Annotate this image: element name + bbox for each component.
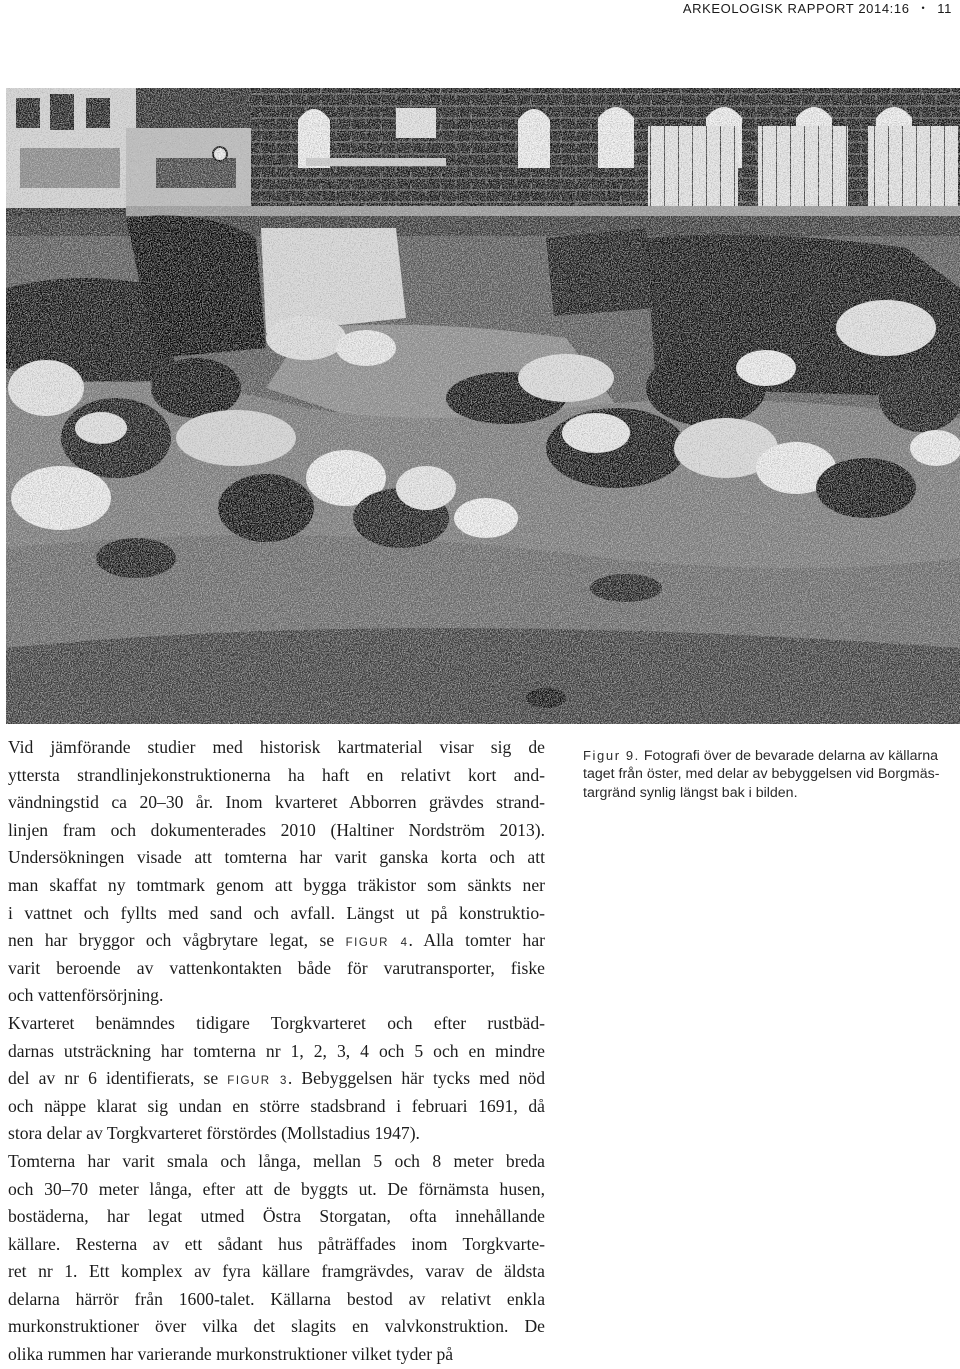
running-header <box>683 0 952 16</box>
text-segment: . Bebyggelsen här tycks med nöd <box>287 1068 545 1089</box>
body-text <box>8 734 545 1369</box>
text-line: olika rummen har varierande murkonstruktioner vilket tyder på <box>8 1344 454 1365</box>
paragraph-3 <box>8 1148 545 1369</box>
page-number: 11 <box>937 0 952 16</box>
caption-label: Figur 9. <box>583 748 640 763</box>
header-bullet: • <box>921 3 926 13</box>
text-line: och 30–70 meter långa, efter att de byggts ut. De förnämsta husen, <box>8 1178 545 1199</box>
figure-reference: FIGUR 4 <box>345 937 409 950</box>
text-line <box>8 927 545 955</box>
text-line: bostäderna, har legat utmed Östra Storgatan, ofta innehållande <box>8 1206 545 1227</box>
text-line: Tomterna har varit smala och långa, mellan 5 och 8 meter breda <box>8 1150 545 1171</box>
text-line: varit beroende av vattenkontakten både för varutransporter, fiske <box>8 957 545 978</box>
figure-caption <box>583 746 955 804</box>
text-line: Undersökningen visade att tomterna har varit ganska korta och att <box>8 847 545 868</box>
paragraph-1 <box>8 734 545 1010</box>
text-line: vändningstid ca 20–30 år. Inom kvarteret Abborren grävdes strand- <box>8 792 545 813</box>
text-line: Vid jämförande studier med historisk kartmaterial visar sig de <box>8 737 545 757</box>
text-line: darnas utsträckning har tomterna nr 1, 2, 3, 4 och 5 och en mindre <box>8 1040 545 1061</box>
excavation-photo <box>6 88 960 724</box>
text-line: stora delar av Torgkvarteret förstördes (Mollstadius 1947). <box>8 1123 420 1144</box>
caption-line-1 <box>583 746 955 765</box>
caption-text-1: Fotografi över de bevarade delarna av källarna <box>639 748 938 764</box>
text-segment: nen har bryggor och vågbrytare legat, se <box>8 930 346 951</box>
text-line: delarna härrör från 1600-talet. Källarna bestod av relativt enkla <box>8 1288 545 1309</box>
figure-reference: FIGUR 3 <box>227 1075 288 1088</box>
text-line: linjen fram och dokumenterades 2010 (Haltiner Nordström 2013). <box>8 819 545 840</box>
text-segment: . Alla tomter har <box>408 930 545 951</box>
text-line: ret nr 1. Ett komplex av fyra källare framgrävdes, varav de äldsta <box>8 1261 545 1282</box>
text-line: och näppe klarat sig undan en större stadsbrand i februari 1691, då <box>8 1095 545 1116</box>
text-line: murkonstruktioner över vilka det slagits en valvkonstruktion. De <box>8 1316 545 1337</box>
report-title: ARKEOLOGISK RAPPORT 2014:16 <box>682 0 910 16</box>
text-line: yttersta strandlinjekonstruktionerna ha haft en relativt kort and- <box>8 764 545 785</box>
text-line: och vattenförsörjning. <box>8 985 164 1006</box>
text-segment: del av nr 6 identifierats, se <box>8 1068 228 1089</box>
excavation-photo-image <box>6 88 960 724</box>
text-line: man skaffat ny tomtmark genom att bygga träkistor som sänkts ner <box>8 874 545 895</box>
text-line: Kvarteret benämndes tidigare Torgkvarteret och efter rustbäd- <box>8 1012 545 1033</box>
paragraph-2 <box>8 1010 545 1148</box>
text-line: i vattnet och fyllts med sand och avfall. Längst ut på konstruktio- <box>8 902 545 923</box>
caption-line-3: targränd synlig längst bak i bilden. <box>583 785 798 802</box>
text-line: källare. Resterna av ett sådant hus påträffades inom Torgkvarte- <box>8 1233 545 1254</box>
caption-line-2: taget från öster, med delar av bebyggelsen vid Borgmäs- <box>583 766 940 783</box>
text-line <box>8 1065 545 1093</box>
